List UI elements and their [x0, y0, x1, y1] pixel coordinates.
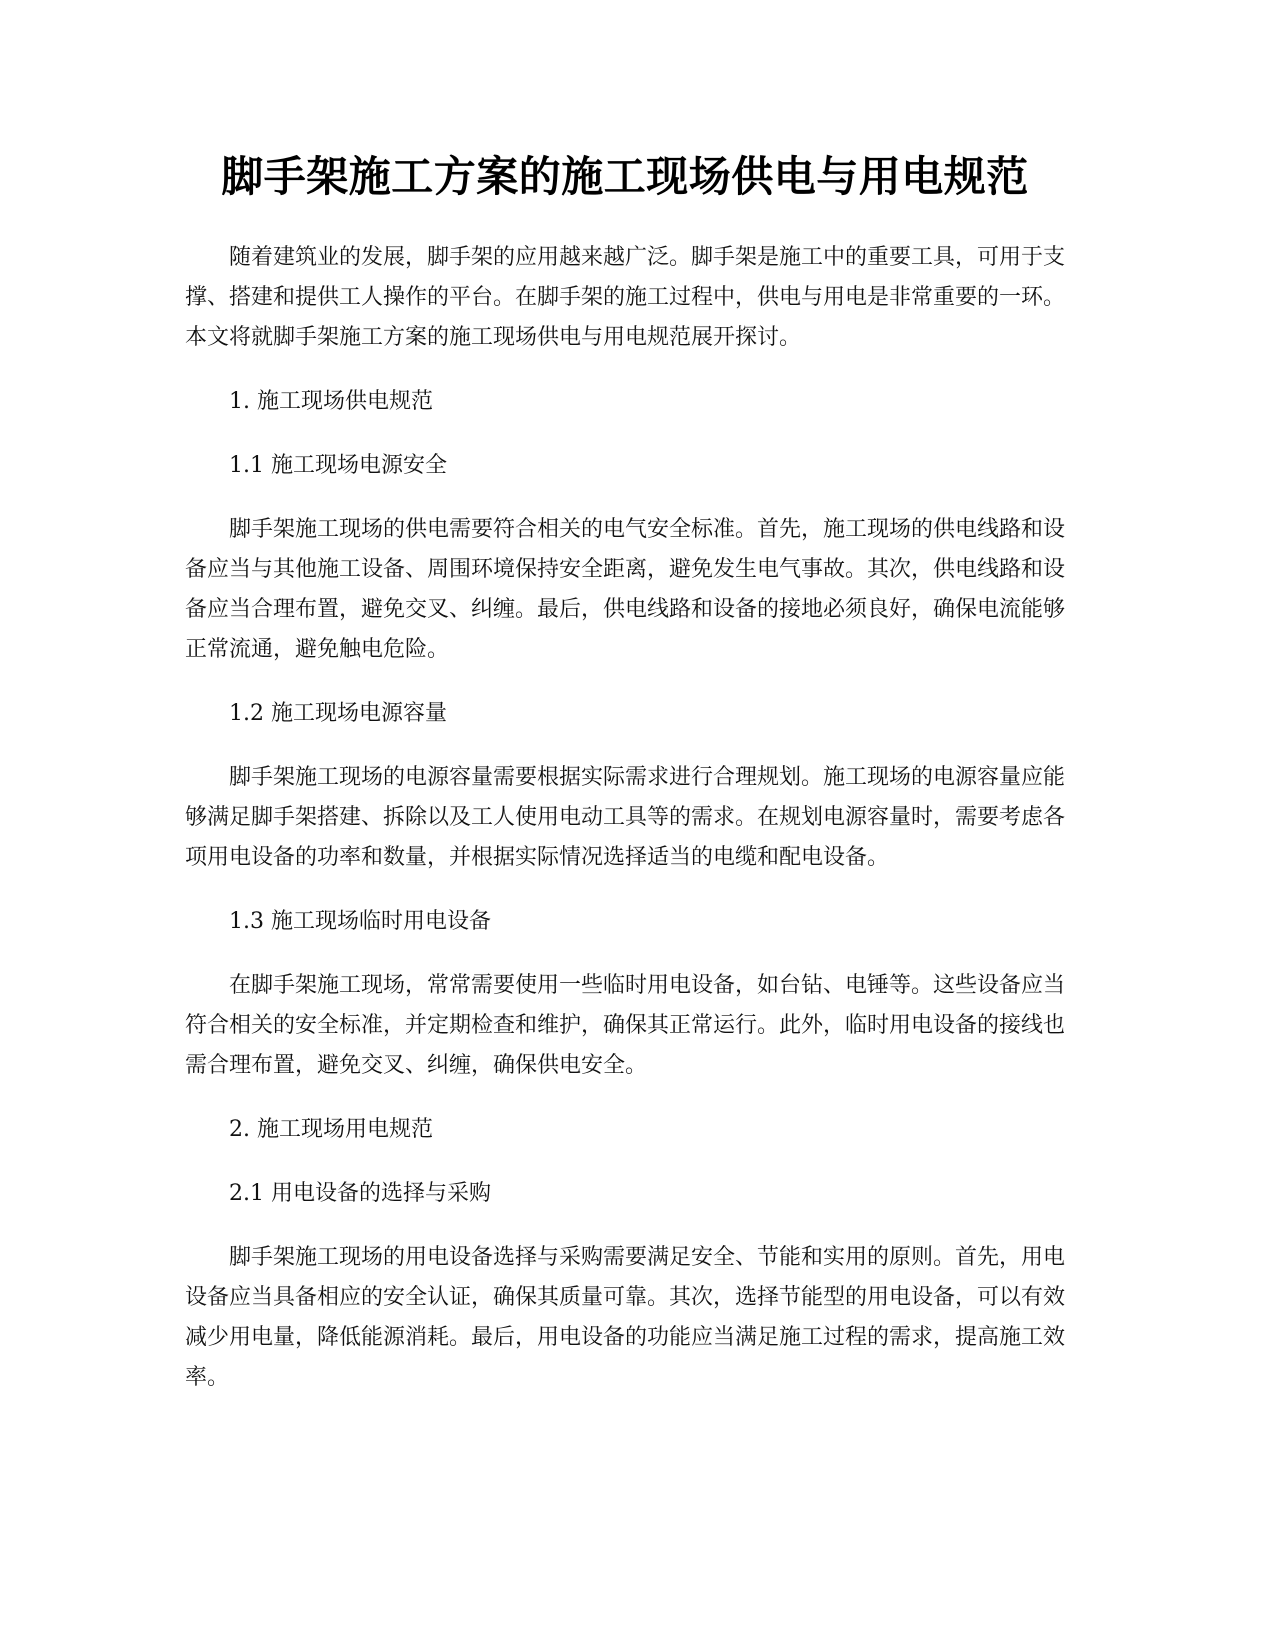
section-1-2-body: 脚手架施工现场的电源容量需要根据实际需求进行合理规划。施工现场的电源容量应能够满足脚手架搭建、拆除以及工人使用电动工具等的需求。在规划电源容量时，需要考虑各项用电设备的功率和数量，并根据实际情况选择适当的电缆和配电设备。 [185, 765, 1066, 870]
section-1-heading: 1. 施工现场供电规范 [229, 389, 433, 414]
section-2-1-heading: 2.1 用电设备的选择与采购 [229, 1181, 491, 1206]
section-2-1-body: 脚手架施工现场的用电设备选择与采购需要满足安全、节能和实用的原则。首先，用电设备应当具备相应的安全认证，确保其质量可靠。其次，选择节能型的用电设备，可以有效减少用电量，降低能源消耗。最后，用电设备的功能应当满足施工过程的需求，提高施工效率。 [185, 1245, 1066, 1390]
section-1-1-body: 脚手架施工现场的供电需要符合相关的电气安全标准。首先，施工现场的供电线路和设备应当与其他施工设备、周围环境保持安全距离，避免发生电气事故。其次，供电线路和设备应当合理布置，避免交叉、纠缠。最后，供电线路和设备的接地必须良好，确保电流能够正常流通，避免触电危险。 [185, 517, 1066, 662]
section-1-2-heading: 1.2 施工现场电源容量 [229, 701, 447, 726]
document-title: 脚手架施工方案的施工现场供电与用电规范 [221, 152, 1029, 201]
intro-paragraph: 随着建筑业的发展，脚手架的应用越来越广泛。脚手架是施工中的重要工具，可用于支撑、搭建和提供工人操作的平台。在脚手架的施工过程中，供电与用电是非常重要的一环。本文将就脚手架施工方案的施工现场供电与用电规范展开探讨。 [185, 245, 1066, 350]
section-1-3-body: 在脚手架施工现场，常常需要使用一些临时用电设备，如台钻、电锤等。这些设备应当符合相关的安全标准，并定期检查和维护，确保其正常运行。此外，临时用电设备的接线也需合理布置，避免交叉、纠缠，确保供电安全。 [185, 973, 1066, 1078]
section-2-heading: 2. 施工现场用电规范 [229, 1117, 433, 1142]
document-page [185, 0, 1065, 1398]
section-1-1-heading: 1.1 施工现场电源安全 [229, 453, 447, 478]
section-1-3-heading: 1.3 施工现场临时用电设备 [229, 909, 491, 934]
